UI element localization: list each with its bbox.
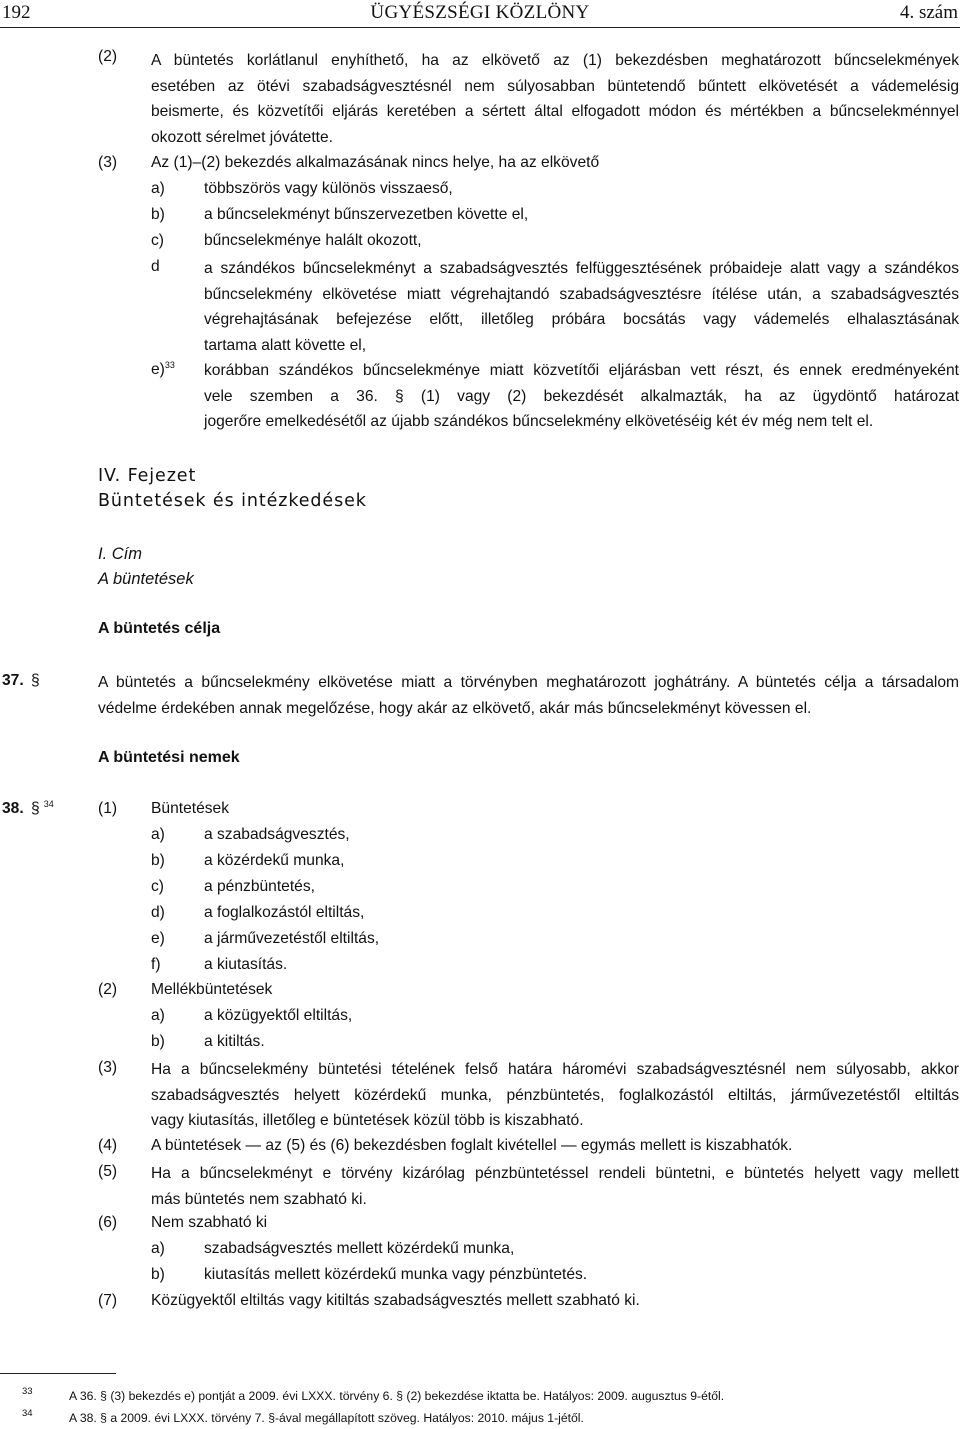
text-line: szabadságvesztés helyett közérdekű munka, pénzbüntetés, foglalkozástól eltiltás, járművezetéstől eltiltás <box>151 1086 959 1104</box>
item-label <box>151 361 175 379</box>
item-text: szabadságvesztés mellett közérdekű munka, <box>204 1240 515 1257</box>
text-line: a szándékos bűncselekményt a szabadságvesztés felfüggesztésének próbaideje alatt vagy a szándékos <box>204 260 959 277</box>
paragraph-text: Közügyektől eltiltás vagy kitiltás szabadságvesztés mellett szabható ki. <box>151 1292 640 1309</box>
paragraph-label: (3) <box>98 1059 118 1076</box>
item-text: többszörös vagy különös visszaeső, <box>204 180 453 197</box>
item-text: a járművezetéstől eltiltás, <box>204 930 380 947</box>
item-label: b) <box>151 1033 165 1050</box>
item-label: a) <box>151 826 165 843</box>
paragraph-text: Büntetések <box>151 800 230 817</box>
item-label: a) <box>151 1240 165 1257</box>
footnote-rule <box>0 1373 116 1374</box>
header-rule <box>0 27 960 28</box>
section-sign: § <box>31 672 40 689</box>
item-text: a pénzbüntetés, <box>204 878 315 895</box>
text-line: vagy kiutasítás, illetőleg e büntetések közül több is kiszabható. <box>151 1112 584 1130</box>
footnote-number: 33 <box>22 1386 33 1397</box>
paragraph-label: (4) <box>98 1137 118 1154</box>
page-number: 192 <box>2 2 31 23</box>
item-label: a) <box>151 180 165 197</box>
text-line: esetében az ötévi szabadságvesztésnél nem súlyosabban büntetendő bűntett elkövetését a vádemelésig <box>151 77 959 95</box>
paragraph-text <box>151 1057 959 1134</box>
text-line: A büntetés korlátlanul enyhíthető, ha az elkövető az (1) bekezdésben meghatározott bűncselekmények <box>151 52 959 69</box>
item-label: b) <box>151 206 165 223</box>
item-label: a) <box>151 1007 165 1024</box>
section-sign-char: § <box>31 800 40 817</box>
footnote-text: A 36. § (3) bekezdés e) pontját a 2009. évi LXXX. törvény 6. § (2) bekezdése iktatta be. Hatályos: 2009. augusztus 9-étől. <box>69 1389 725 1403</box>
item-label: c) <box>151 232 164 249</box>
footnote-ref[interactable]: 33 <box>164 360 175 370</box>
page-header <box>0 2 960 26</box>
text-line: jogerőre emelkedésétől az újabb szándékos bűncselekmény elkövetéséig két év még nem telt el. <box>204 413 874 431</box>
section-text <box>98 670 959 721</box>
item-label-text: e) <box>151 361 165 378</box>
paragraph-text: A büntetések — az (5) és (6) bekezdésben foglalt kivétellel — egymás mellett is kiszabhatók. <box>151 1137 793 1154</box>
paragraph-label: (1) <box>98 800 118 817</box>
issue-number: 4. szám <box>899 2 958 23</box>
paragraph-label: (6) <box>98 1214 118 1231</box>
text-line: vele szemben a 36. § (1) vagy (2) bekezdését alkalmazták, ha az ügydöntő határozat <box>204 387 959 405</box>
section-number: 38. <box>2 800 24 817</box>
paragraph-text: Nem szabható ki <box>151 1214 268 1231</box>
item-label: d) <box>151 904 165 921</box>
text-line: más büntetés nem szabható ki. <box>151 1190 367 1208</box>
paragraph-label: (2) <box>98 981 118 998</box>
text-line: okozott sérelmet jóvátette. <box>151 128 334 146</box>
item-label: d <box>151 258 160 275</box>
title-name: A büntetések <box>98 570 194 588</box>
text-line: végrehajtásának befejezése előtt, illetőleg próbára bocsátás vagy vádemelés elhalasztásának <box>204 311 959 329</box>
item-text: a kitiltás. <box>204 1033 265 1050</box>
section-heading: A büntetés célja <box>98 620 221 637</box>
item-text: bűncselekménye halált okozott, <box>204 232 422 249</box>
item-text: a közérdekű munka, <box>204 852 345 869</box>
paragraph-text: Mellékbüntetések <box>151 981 273 998</box>
text-line: bűncselekmény elkövetése miatt végrehajtandó szabadságvesztésre ítélése után, a szabadságvesztés <box>204 285 959 303</box>
paragraph-label: (7) <box>98 1292 118 1309</box>
paragraph-text <box>151 48 959 150</box>
section-heading: A büntetési nemek <box>98 749 240 766</box>
item-label: b) <box>151 1266 165 1283</box>
item-text: a kiutasítás. <box>204 956 288 973</box>
item-text: a szabadságvesztés, <box>204 826 350 843</box>
chapter-title: Büntetések és intézkedések <box>98 491 367 511</box>
text-line: tartama alatt követte el, <box>204 337 367 355</box>
footnote-text: A 38. § a 2009. évi LXXX. törvény 7. §-ával megállapított szöveg. Hatályos: 2010. május 1-jétől. <box>69 1411 584 1425</box>
item-text <box>204 358 959 435</box>
paragraph-label: (5) <box>98 1163 118 1180</box>
item-text: kiutasítás mellett közérdekű munka vagy pénzbüntetés. <box>204 1266 588 1283</box>
item-text <box>204 256 959 359</box>
footnote-ref[interactable]: 34 <box>43 799 54 809</box>
item-label: f) <box>151 956 161 973</box>
text-line: védelme érdekében annak megelőzése, hogy akár az elkövető, akár más bűncselekményt kövessen el. <box>98 699 812 717</box>
item-label: b) <box>151 852 165 869</box>
text-line: A büntetés a bűncselekmény elkövetése miatt a törvényben meghatározott joghátrány. A büntetés célja a társadalom <box>98 674 959 691</box>
text-line: Ha a bűncselekményt e törvény kizárólag pénzbüntetéssel rendeli büntetni, e büntetés helyett vagy mellett <box>151 1165 959 1182</box>
title-number: I. Cím <box>98 545 142 563</box>
item-label: c) <box>151 878 164 895</box>
section-sign <box>31 800 54 818</box>
chapter-number: IV. Fejezet <box>98 466 197 486</box>
paragraph-label: (3) <box>98 154 118 171</box>
paragraph-intro: Az (1)–(2) bekezdés alkalmazásának nincs helye, ha az elkövető <box>151 154 600 171</box>
item-text: a bűncselekményt bűnszervezetben követte el, <box>204 206 529 223</box>
footnote-number: 34 <box>22 1408 33 1419</box>
journal-title: ÜGYÉSZSÉGI KÖZLÖNY <box>370 2 590 23</box>
section-number: 37. <box>2 672 24 689</box>
item-text: a foglalkozástól eltiltás, <box>204 904 365 921</box>
text-line: korábban szándékos bűncselekménye miatt közvetítői eljárásban vett részt, és ennek eredményeként <box>204 362 959 379</box>
item-label: e) <box>151 930 165 947</box>
paragraph-label: (2) <box>98 48 118 65</box>
item-text: a közügyektől eltiltás, <box>204 1007 353 1024</box>
text-line: Ha a bűncselekmény büntetési tételének felső határa háromévi szabadságvesztésnél nem súlyosabb, akkor <box>151 1061 959 1078</box>
text-line: beismerte, és közvetítői eljárás keretében a sértett által elfogadott módon és mértékben a bűncselekménnyel <box>151 103 959 121</box>
paragraph-text <box>151 1161 959 1212</box>
